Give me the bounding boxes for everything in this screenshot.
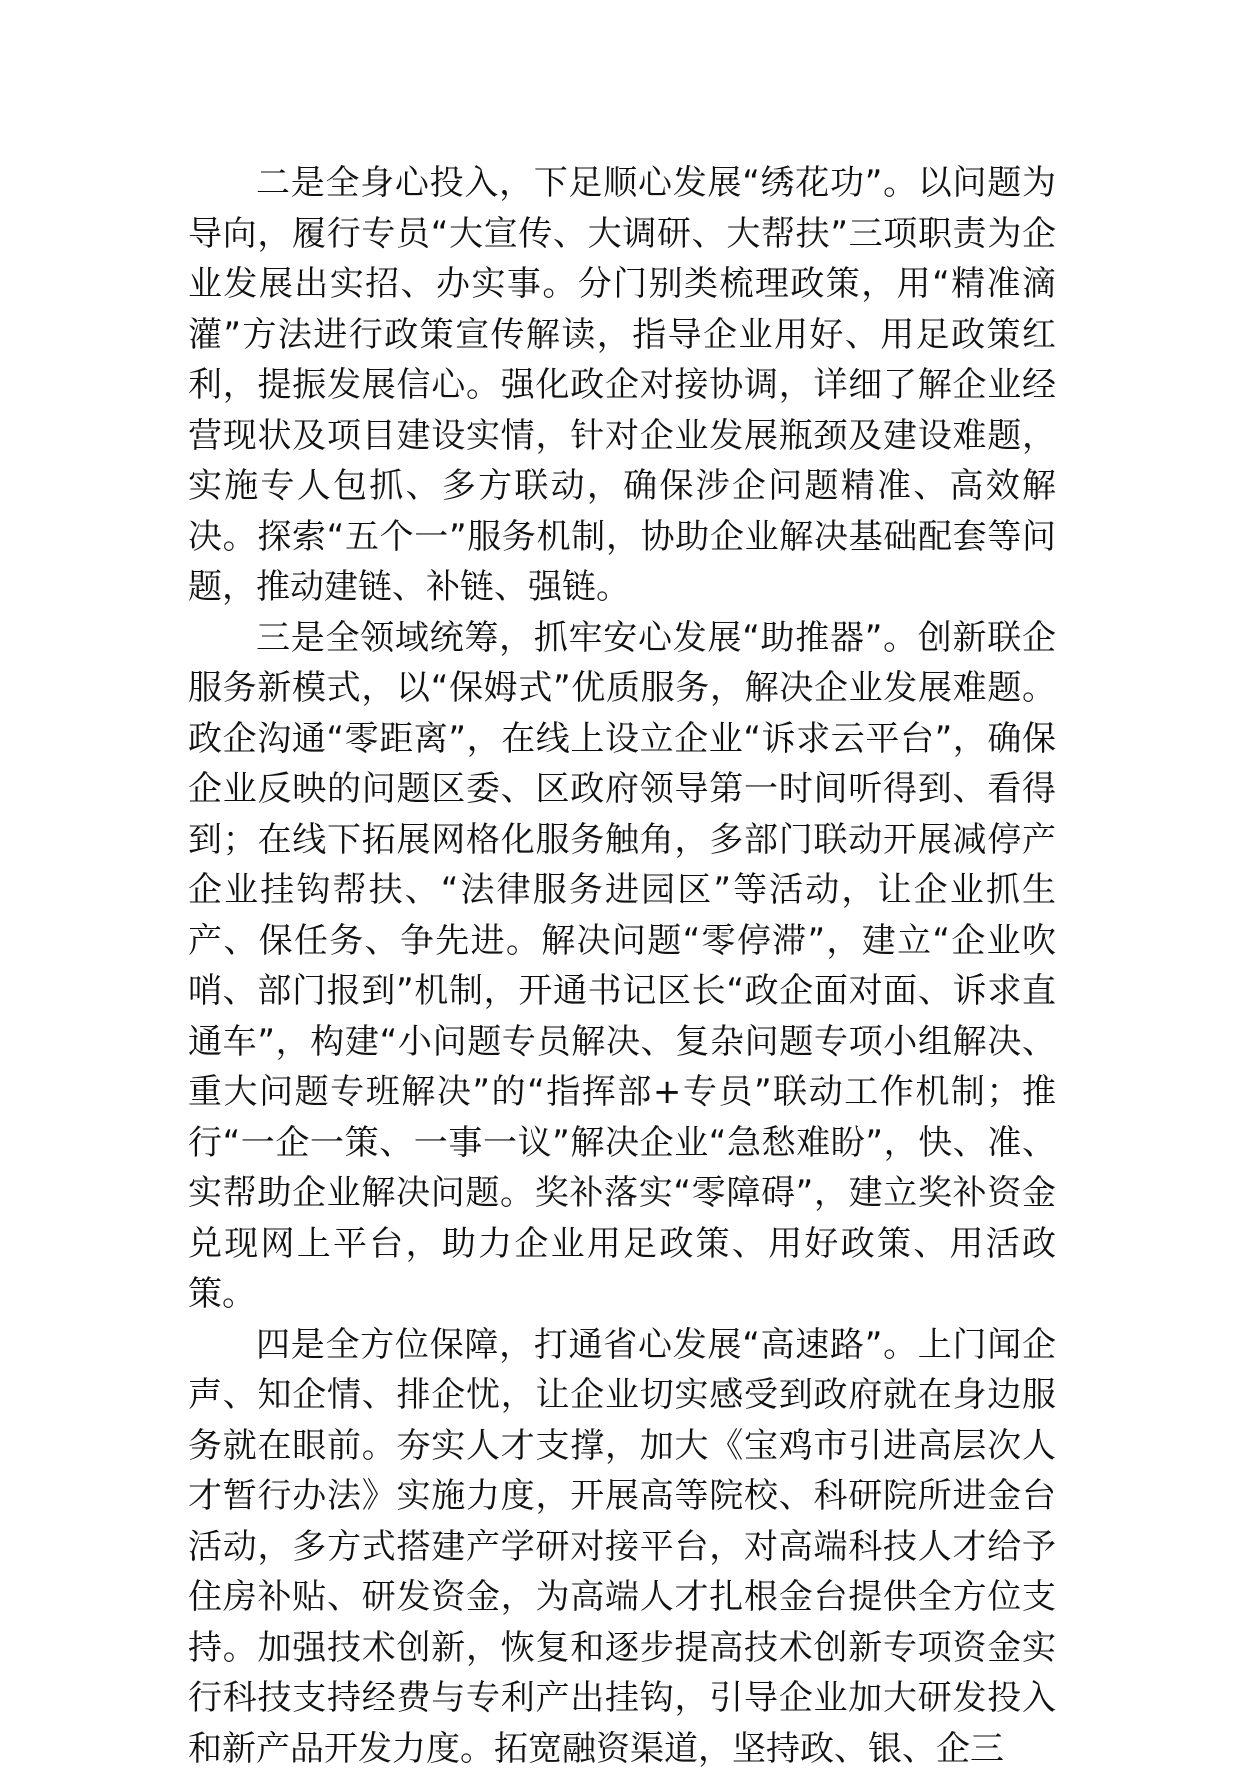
document-page <box>188 158 1056 1774</box>
paragraph-coordination-development: 三是全领域统筹，抓牢安心发展“助推器”。创新联企服务新模式，以“保姆式”优质服务，解决企业发展难题。政企沟通“零距离”，在线上设立企业“诉求云平台”，确保企业反映的问题区委、区政府领导第一时间听得到、看得到；在线下拓展网格化服务触角，多部门联动开展减停产企业挂钩帮扶、“法律服务进园区”等活动，让企业抓生产、保任务、争先进。解决问题“零停滞”，建立“企业吹哨、部门报到”机制，开通书记区长“政企面对面、诉求直通车”，构建“小问题专员解决、复杂问题专项小组解决、重大问题专班解决”的“指挥部+专员”联动工作机制；推行“一企一策、一事一议”解决企业“急愁难盼”，快、准、实帮助企业解决问题。奖补落实“零障碍”，建立奖补资金兑现网上平台，助力企业用足政策、用好政策、用活政策。 <box>188 613 1056 1320</box>
paragraph-convenience-development: 二是全身心投入，下足顺心发展“绣花功”。以问题为导向，履行专员“大宣传、大调研、大帮扶”三项职责为企业发展出实招、办实事。分门别类梳理政策，用“精准滴灌”方法进行政策宣传解读，指导企业用好、用足政策红利，提振发展信心。强化政企对接协调，详细了解企业经营现状及项目建设实情，针对企业发展瓶颈及建设难题，实施专人包抓、多方联动，确保涉企问题精准、高效解决。探索“五个一”服务机制，协助企业解决基础配套等问题，推动建链、补链、强链。 <box>188 158 1056 613</box>
paragraph-support-development: 四是全方位保障，打通省心发展“高速路”。上门闻企声、知企情、排企忧，让企业切实感受到政府就在身边服务就在眼前。夯实人才支撑，加大《宝鸡市引进高层次人才暂行办法》实施力度，开展高等院校、科研院所进金台活动，多方式搭建产学研对接平台，对高端科技人才给予住房补贴、研发资金，为高端人才扎根金台提供全方位支持。加强技术创新，恢复和逐步提高技术创新专项资金实行科技支持经费与专利产出挂钩，引导企业加大研发投入和新产品开发力度。拓宽融资渠道，坚持政、银、企三 <box>188 1320 1056 1774</box>
